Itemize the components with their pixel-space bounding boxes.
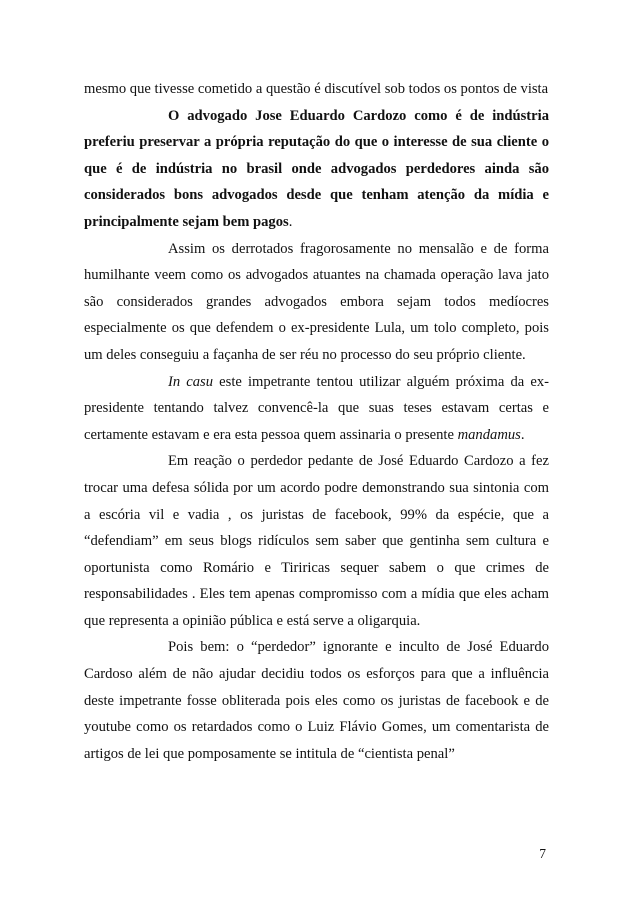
paragraph-4-end: . (520, 426, 525, 443)
paragraph-4-italic-in-casu: In casu (168, 373, 214, 390)
paragraph-4-italic-mandamus: mandamus (457, 426, 521, 443)
paragraph-1: mesmo que tivesse cometido a questão é discutível sob todos os pontos de vista (84, 81, 549, 97)
document-body (84, 76, 549, 767)
paragraph-2-end: . (288, 213, 293, 230)
paragraph-5: Em reação o perdedor pedante de José Eduardo Cardozo a fez trocar uma defesa sólida por um acordo podre demonstrando sua sintonia com a escória vil e vadia , os juristas de facebook, 99% da espécie, que a “defendiam” em seus blogs ridículos sem saber que gentinha sem cultura e oportunista como Romário e Tiriricas sequer sabem o que crimes de responsabilidades . Eles tem apenas compromisso com a mídia que eles acham que representa a opinião pública e está serve a oligarquia. (84, 453, 549, 629)
paragraph-6: Pois bem: o “perdedor” ignorante e inculto de José Eduardo Cardoso além de não ajudar decidiu todos os esforços para que a influência deste impetrante fosse obliterada pois eles como os juristas de facebook e de youtube como os retardados como o Luiz Flávio Gomes, um comentarista de artigos de lei que pomposamente se intitula de “cientista penal” (84, 639, 549, 762)
paragraph-4 (84, 369, 549, 449)
paragraph-4-text: este impetrante tentou utilizar alguém próxima da ex-presidente tentando talvez convencê-la que suas teses estavam certas e certamente estavam e era esta pessoa quem assinaria o presente (84, 373, 549, 443)
paragraph-3: Assim os derrotados fragorosamente no mensalão e de forma humilhante veem como os advogados atuantes na chamada operação lava jato são considerados grandes advogados embora sejam todos medíocres especialmente os que defendem o ex-presidente Lula, um tolo completo, pois um deles conseguiu a façanha de ser réu no processo do seu próprio cliente. (84, 240, 549, 363)
paragraph-2-bold-text: O advogado Jose Eduardo Cardozo como é de indústria preferiu preservar a própria reputação do que o interesse de sua cliente o que é de indústria no brasil onde advogados perdedores ainda são considerados bons advogados desde que tenham atenção da mídia e principalmente sejam bem pagos (84, 107, 549, 230)
page-number: 7 (539, 846, 546, 861)
paragraph-2 (84, 103, 549, 236)
